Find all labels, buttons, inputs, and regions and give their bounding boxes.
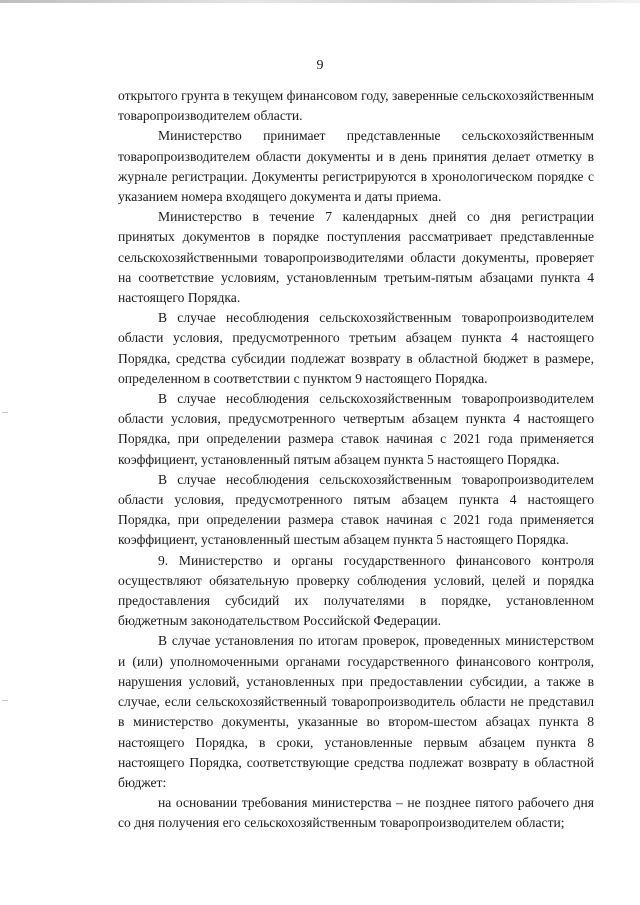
paragraph-audit-return: В случае установления по итогам проверок, проведенных министерством и (или) уполномоченными органами государственного финансового контроля, нарушения условий, установленных при предоставлении субсидии, а также в случае, если сельскохозяйственный товаропроизводитель области не представил в министерство документы, указанные во втором-шестом абзацах пункта 8 настоящего Порядка, в сроки, установленные первым абзацем пункта 8 настоящего Порядка, соответствующие средства подлежат возврату в областной бюджет: [118, 633, 594, 790]
paragraph-return-deadline: на основании требования министерства – не позднее пятого рабочего дня со дня получения его сельскохозяйственным товаропроизводителем области; [118, 795, 594, 831]
scan-top-edge [0, 0, 640, 3]
paragraph-item-9: 9. Министерство и органы государственного финансового контроля осуществляют обязательную проверку соблюдения условий, целей и порядка предоставления субсидий их получателями в порядке, установленном бюджетным законодательством Российской Федерации. [118, 552, 594, 629]
document-body [118, 86, 594, 834]
paragraph-violation-5: В случае несоблюдения сельскохозяйственным товаропроизводителем области условия, предусмотренного пятым абзацем пункта 4 настоящего Порядка, при определении размера ставок начиная с 2021 года применяется коэффициент, установленный шестым абзацем пункта 5 настоящего Порядка. [118, 471, 594, 548]
page-number: 9 [316, 58, 324, 73]
left-margin-mark [2, 412, 8, 413]
paragraph-continuation: открытого грунта в текущем финансовом году, заверенные сельскохозяйственным товаропроизводителем области. [118, 88, 594, 124]
paragraph-registration: Министерство принимает представленные сельскохозяйственным товаропроизводителем области документы и в день принятия делает отметку в журнале регистрации. Документы регистрируются в хронологическом порядке с указанием номера входящего документа и даты приема. [118, 128, 594, 205]
paragraph-review-period: Министерство в течение 7 календарных дней со дня регистрации принятых документов в порядке поступления рассматривает представленные сельскохозяйственными товаропроизводителями области документы, проверяет на соответствие условиям, установленным третьим-пятым абзацами пункта 4 настоящего Порядка. [118, 209, 594, 306]
left-margin-mark [2, 700, 8, 701]
paragraph-violation-4: В случае несоблюдения сельскохозяйственным товаропроизводителем области условия, предусмотренного четвертым абзацем пункта 4 настоящего Порядка, при определении размера ставок начиная с 2021 года применяется коэффициент, установленный пятым абзацем пункта 5 настоящего Порядка. [118, 391, 594, 467]
paragraph-violation-3: В случае несоблюдения сельскохозяйственным товаропроизводителем области условия, предусмотренного третьим абзацем пункта 4 настоящего Порядка, средства субсидии подлежат возврату в областной бюджет в размере, определенном в соответствии с пунктом 9 настоящего Порядка. [118, 310, 594, 386]
